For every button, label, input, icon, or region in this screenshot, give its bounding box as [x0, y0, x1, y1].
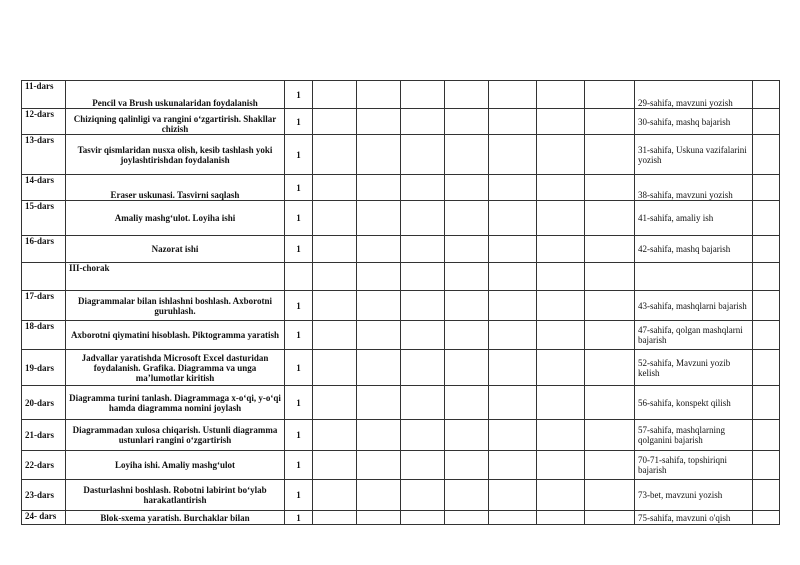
lesson-homework: 38-sahifa, mavzuni yozish [635, 175, 753, 201]
lesson-homework: 70-71-sahifa, topshiriqni bajarish [635, 451, 753, 480]
empty-cell [313, 511, 357, 525]
lesson-topic: Chiziqning qalinligi va rangini o‘zgartirish. Shakllar chizish [66, 109, 285, 135]
lesson-row [22, 321, 780, 350]
empty-cell [537, 291, 585, 321]
empty-cell [585, 350, 635, 386]
lesson-row [22, 350, 780, 386]
lesson-topic: Axborotni qiymatini hisoblash. Piktogramma yaratish [66, 321, 285, 350]
lesson-hours: 1 [285, 201, 313, 236]
empty-cell [401, 480, 445, 511]
empty-cell [401, 511, 445, 525]
lesson-homework: 41-sahifa, amaliy ish [635, 201, 753, 236]
empty-cell [537, 109, 585, 135]
empty-cell [313, 420, 357, 451]
lesson-hours: 1 [285, 81, 313, 109]
lesson-number: 18-dars [22, 321, 66, 350]
empty-cell [445, 135, 489, 175]
lesson-topic: Loyiha ishi. Amaliy mashg‘ulot [66, 451, 285, 480]
lesson-hours: 1 [285, 236, 313, 263]
lesson-homework: 73-bet, mavzuni yozish [635, 480, 753, 511]
empty-cell [537, 201, 585, 236]
empty-cell [753, 350, 780, 386]
lesson-row [22, 81, 780, 109]
empty-cell [537, 420, 585, 451]
empty-cell [401, 350, 445, 386]
empty-cell [489, 236, 537, 263]
empty-cell [445, 386, 489, 420]
empty-cell [357, 236, 401, 263]
lesson-homework: 31-sahifa, Uskuna vazifalarini yozish [635, 135, 753, 175]
empty-cell [285, 263, 313, 291]
empty-cell [401, 386, 445, 420]
empty-cell [585, 451, 635, 480]
empty-cell [585, 201, 635, 236]
empty-cell [753, 511, 780, 525]
lesson-homework: 75-sahifa, mavzuni o'qish [635, 511, 753, 525]
empty-cell [753, 291, 780, 321]
empty-cell [585, 263, 635, 291]
lesson-topic: Tasvir qismlaridan nusxa olish, kesib tashlash yoki joylashtirishdan foydalanish [66, 135, 285, 175]
lesson-number: 15-dars [22, 201, 66, 236]
lesson-hours: 1 [285, 109, 313, 135]
empty-cell [357, 175, 401, 201]
lesson-homework: 30-sahifa, mashq bajarish [635, 109, 753, 135]
empty-cell [537, 350, 585, 386]
empty-cell [753, 420, 780, 451]
empty-cell [585, 175, 635, 201]
empty-cell [357, 420, 401, 451]
empty-cell [357, 135, 401, 175]
empty-cell [489, 201, 537, 236]
lesson-row [22, 420, 780, 451]
empty-cell [313, 386, 357, 420]
empty-cell [401, 263, 445, 291]
lesson-row [22, 201, 780, 236]
lesson-homework: 29-sahifa, mavzuni yozish [635, 81, 753, 109]
lesson-number: 17-dars [22, 291, 66, 321]
empty-cell [445, 480, 489, 511]
section-num-cell [22, 263, 66, 291]
lesson-homework: 43-sahifa, mashqlarni bajarish [635, 291, 753, 321]
empty-cell [445, 291, 489, 321]
empty-cell [537, 135, 585, 175]
empty-cell [537, 386, 585, 420]
empty-cell [357, 511, 401, 525]
lesson-number: 16-dars [22, 236, 66, 263]
empty-cell [753, 81, 780, 109]
empty-cell [537, 321, 585, 350]
lesson-hours: 1 [285, 451, 313, 480]
lesson-row [22, 386, 780, 420]
empty-cell [357, 81, 401, 109]
lesson-homework: 52-sahifa, Mavzuni yozib kelish [635, 350, 753, 386]
lesson-row [22, 135, 780, 175]
empty-cell [753, 451, 780, 480]
empty-cell [401, 420, 445, 451]
empty-cell [585, 109, 635, 135]
empty-cell [445, 263, 489, 291]
empty-cell [401, 135, 445, 175]
empty-cell [313, 201, 357, 236]
section-title: III-chorak [66, 263, 285, 291]
empty-cell [357, 451, 401, 480]
empty-cell [489, 81, 537, 109]
empty-cell [585, 480, 635, 511]
empty-cell [313, 81, 357, 109]
empty-cell [313, 263, 357, 291]
empty-cell [313, 480, 357, 511]
lesson-row [22, 109, 780, 135]
lesson-number: 24- dars [22, 511, 66, 525]
empty-cell [489, 291, 537, 321]
lesson-hours: 1 [285, 480, 313, 511]
lesson-row [22, 451, 780, 480]
lesson-row [22, 291, 780, 321]
empty-cell [585, 236, 635, 263]
empty-cell [489, 386, 537, 420]
empty-cell [585, 386, 635, 420]
lesson-hours: 1 [285, 350, 313, 386]
empty-cell [635, 263, 753, 291]
empty-cell [753, 109, 780, 135]
lesson-homework: 42-sahifa, mashq bajarish [635, 236, 753, 263]
section-row [22, 263, 780, 291]
empty-cell [313, 236, 357, 263]
lesson-homework: 47-sahifa, qolgan mashqlarni bajarish [635, 321, 753, 350]
empty-cell [313, 291, 357, 321]
lesson-row [22, 175, 780, 201]
empty-cell [489, 135, 537, 175]
empty-cell [489, 175, 537, 201]
lesson-hours: 1 [285, 511, 313, 525]
empty-cell [445, 109, 489, 135]
lesson-hours: 1 [285, 386, 313, 420]
lesson-hours: 1 [285, 291, 313, 321]
lesson-hours: 1 [285, 135, 313, 175]
empty-cell [357, 480, 401, 511]
empty-cell [313, 350, 357, 386]
lesson-number: 11-dars [22, 81, 66, 109]
empty-cell [401, 201, 445, 236]
empty-cell [585, 321, 635, 350]
empty-cell [585, 420, 635, 451]
empty-cell [753, 201, 780, 236]
lesson-topic: Diagrammadan xulosa chiqarish. Ustunli diagramma ustunlari rangini o‘zgartirish [66, 420, 285, 451]
empty-cell [753, 236, 780, 263]
lesson-topic: Diagrammalar bilan ishlashni boshlash. Axborotni guruhlash. [66, 291, 285, 321]
lesson-topic: Eraser uskunasi. Tasvirni saqlash [66, 175, 285, 201]
lesson-number: 13-dars [22, 135, 66, 175]
empty-cell [401, 175, 445, 201]
lesson-homework: 56-sahifa, konspekt qilish [635, 386, 753, 420]
empty-cell [489, 480, 537, 511]
empty-cell [401, 291, 445, 321]
lesson-number: 23-dars [22, 480, 66, 511]
empty-cell [401, 236, 445, 263]
empty-cell [445, 81, 489, 109]
empty-cell [489, 263, 537, 291]
lesson-topic: Jadvallar yaratishda Microsoft Excel dasturidan foydalanish. Grafika. Diagramma va unga ma’lumotlar kiritish [66, 350, 285, 386]
lesson-row [22, 511, 780, 525]
lesson-homework: 57-sahifa, mashqlarning qolganini bajarish [635, 420, 753, 451]
empty-cell [489, 451, 537, 480]
empty-cell [537, 480, 585, 511]
lesson-topic: Nazorat ishi [66, 236, 285, 263]
lesson-topic: Pencil va Brush uskunalaridan foydalanish [66, 81, 285, 109]
empty-cell [489, 109, 537, 135]
empty-cell [357, 350, 401, 386]
empty-cell [753, 263, 780, 291]
lesson-number: 12-dars [22, 109, 66, 135]
empty-cell [445, 350, 489, 386]
empty-cell [585, 81, 635, 109]
empty-cell [585, 291, 635, 321]
empty-cell [357, 263, 401, 291]
empty-cell [445, 321, 489, 350]
empty-cell [401, 109, 445, 135]
empty-cell [357, 109, 401, 135]
lesson-number: 22-dars [22, 451, 66, 480]
empty-cell [445, 201, 489, 236]
lesson-number: 19-dars [22, 350, 66, 386]
empty-cell [445, 451, 489, 480]
empty-cell [313, 135, 357, 175]
empty-cell [537, 263, 585, 291]
empty-cell [489, 420, 537, 451]
empty-cell [537, 81, 585, 109]
lesson-number: 20-dars [22, 386, 66, 420]
empty-cell [537, 511, 585, 525]
lesson-hours: 1 [285, 420, 313, 451]
empty-cell [445, 175, 489, 201]
empty-cell [445, 511, 489, 525]
empty-cell [313, 321, 357, 350]
empty-cell [753, 386, 780, 420]
empty-cell [401, 321, 445, 350]
empty-cell [489, 350, 537, 386]
lesson-hours: 1 [285, 321, 313, 350]
lesson-topic: Amaliy mashg‘ulot. Loyiha ishi [66, 201, 285, 236]
lesson-number: 21-dars [22, 420, 66, 451]
lesson-hours: 1 [285, 175, 313, 201]
empty-cell [585, 511, 635, 525]
empty-cell [537, 451, 585, 480]
empty-cell [357, 321, 401, 350]
empty-cell [445, 420, 489, 451]
lesson-topic: Diagramma turini tanlash. Diagrammaga x-o‘qi, y-o‘qi hamda diagramma nomini joylash [66, 386, 285, 420]
empty-cell [445, 236, 489, 263]
empty-cell [585, 135, 635, 175]
empty-cell [357, 291, 401, 321]
lesson-topic: Dasturlashni boshlash. Robotni labirint bo‘ylab harakatlantirish [66, 480, 285, 511]
empty-cell [401, 81, 445, 109]
lesson-number: 14-dars [22, 175, 66, 201]
empty-cell [313, 175, 357, 201]
empty-cell [489, 511, 537, 525]
empty-cell [357, 386, 401, 420]
empty-cell [357, 201, 401, 236]
empty-cell [313, 451, 357, 480]
empty-cell [313, 109, 357, 135]
empty-cell [537, 175, 585, 201]
empty-cell [753, 321, 780, 350]
lesson-row [22, 236, 780, 263]
empty-cell [753, 175, 780, 201]
empty-cell [753, 135, 780, 175]
empty-cell [537, 236, 585, 263]
empty-cell [489, 321, 537, 350]
lesson-plan-table [21, 80, 780, 525]
empty-cell [753, 480, 780, 511]
empty-cell [401, 451, 445, 480]
lesson-topic: Blok-sxema yaratish. Burchaklar bilan [66, 511, 285, 525]
lesson-row [22, 480, 780, 511]
